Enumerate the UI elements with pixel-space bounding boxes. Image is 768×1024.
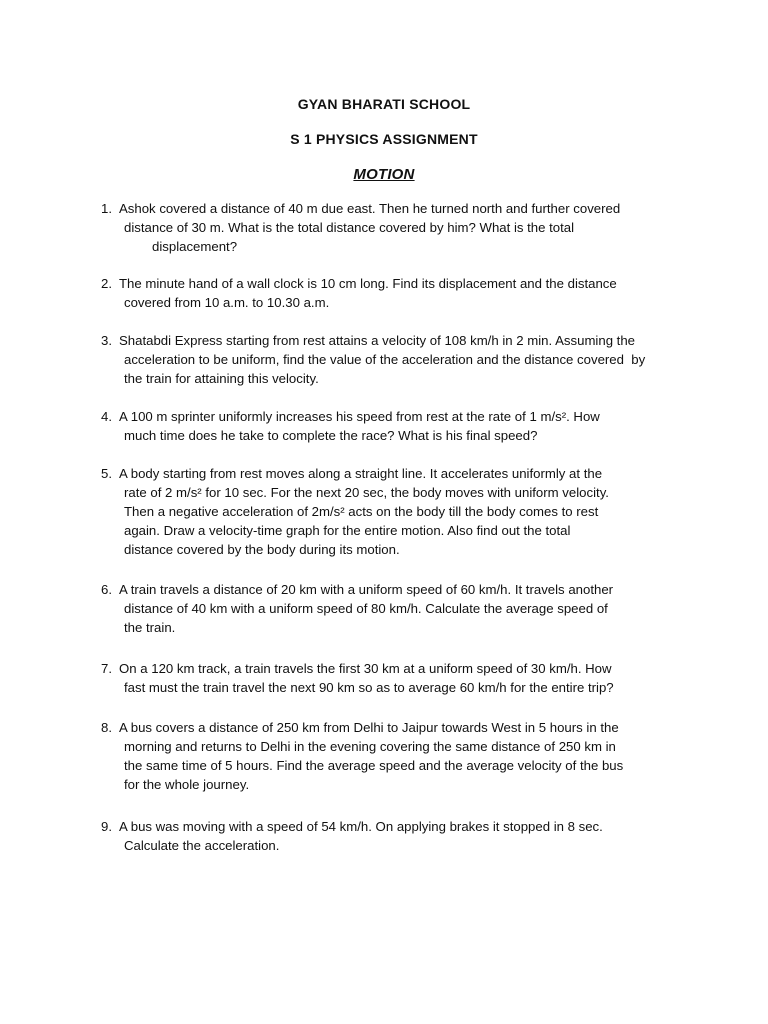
question-line — [101, 580, 701, 599]
question-number: 5. — [101, 466, 112, 481]
question-text: rate of 2 m/s² for 10 sec. For the next 20 sec, the body moves with uniform velocity. — [124, 485, 609, 500]
question-text: A train travels a distance of 20 km with a uniform speed of 60 km/h. It travels another — [119, 582, 614, 597]
question-1 — [101, 199, 701, 256]
question-text: the train for attaining this velocity. — [124, 371, 319, 386]
question-number: 3. — [101, 333, 112, 348]
question-number: 6. — [101, 582, 112, 597]
topic-title: MOTION — [353, 166, 415, 183]
question-5 — [101, 464, 701, 559]
question-line — [101, 817, 701, 836]
question-text: Ashok covered a distance of 40 m due east. Then he turned north and further covered — [119, 201, 621, 216]
question-2 — [101, 274, 701, 312]
question-line — [101, 274, 701, 293]
question-line — [101, 718, 701, 737]
question-text: morning and returns to Delhi in the evening covering the same distance of 250 km in — [124, 739, 616, 754]
question-text: the same time of 5 hours. Find the average speed and the average velocity of the bus — [124, 758, 624, 773]
question-text: again. Draw a velocity-time graph for the entire motion. Also find out the total — [124, 523, 571, 538]
question-text: for the whole journey. — [124, 777, 250, 792]
question-line — [101, 407, 701, 426]
question-text: Shatabdi Express starting from rest attains a velocity of 108 km/h in 2 min. Assuming the — [119, 333, 636, 348]
question-text: A bus was moving with a speed of 54 km/h. On applying brakes it stopped in 8 sec. — [119, 819, 603, 834]
question-9 — [101, 817, 701, 855]
question-number: 7. — [101, 661, 112, 676]
question-text: On a 120 km track, a train travels the first 30 km at a uniform speed of 30 km/h. How — [119, 661, 612, 676]
question-text: Calculate the acceleration. — [124, 838, 280, 853]
question-text: displacement? — [152, 239, 238, 254]
question-6 — [101, 580, 701, 637]
question-line — [101, 659, 701, 678]
question-text: Then a negative acceleration of 2m/s² acts on the body till the body comes to rest — [124, 504, 599, 519]
question-8 — [101, 718, 701, 794]
question-line — [101, 331, 701, 350]
question-number: 9. — [101, 819, 112, 834]
question-text: distance of 30 m. What is the total distance covered by him? What is the total — [124, 220, 575, 235]
question-7 — [101, 659, 701, 697]
question-4 — [101, 407, 701, 445]
question-number: 4. — [101, 409, 112, 424]
school-name: GYAN BHARATI SCHOOL — [297, 96, 471, 112]
question-line — [101, 199, 701, 218]
question-line — [101, 464, 701, 483]
question-text: covered from 10 a.m. to 10.30 a.m. — [124, 295, 330, 310]
question-3 — [101, 331, 701, 388]
question-text: distance of 40 km with a uniform speed of 80 km/h. Calculate the average speed of — [124, 601, 608, 616]
question-text: A bus covers a distance of 250 km from Delhi to Jaipur towards West in 5 hours in the — [119, 720, 619, 735]
question-text: distance covered by the body during its motion. — [124, 542, 400, 557]
question-text: A 100 m sprinter uniformly increases his speed from rest at the rate of 1 m/s². How — [119, 409, 600, 424]
question-text: acceleration to be uniform, find the value of the acceleration and the distance covered by — [124, 352, 646, 367]
question-text: fast must the train travel the next 90 km so as to average 60 km/h for the entire trip? — [124, 680, 614, 695]
assignment-title: S 1 PHYSICS ASSIGNMENT — [290, 131, 478, 147]
question-number: 1. — [101, 201, 112, 216]
question-number: 2. — [101, 276, 112, 291]
question-number: 8. — [101, 720, 112, 735]
question-text: much time does he take to complete the race? What is his final speed? — [124, 428, 538, 443]
question-text: A body starting from rest moves along a straight line. It accelerates uniformly at the — [119, 466, 603, 481]
question-text: the train. — [124, 620, 176, 635]
question-text: The minute hand of a wall clock is 10 cm long. Find its displacement and the distance — [119, 276, 617, 291]
